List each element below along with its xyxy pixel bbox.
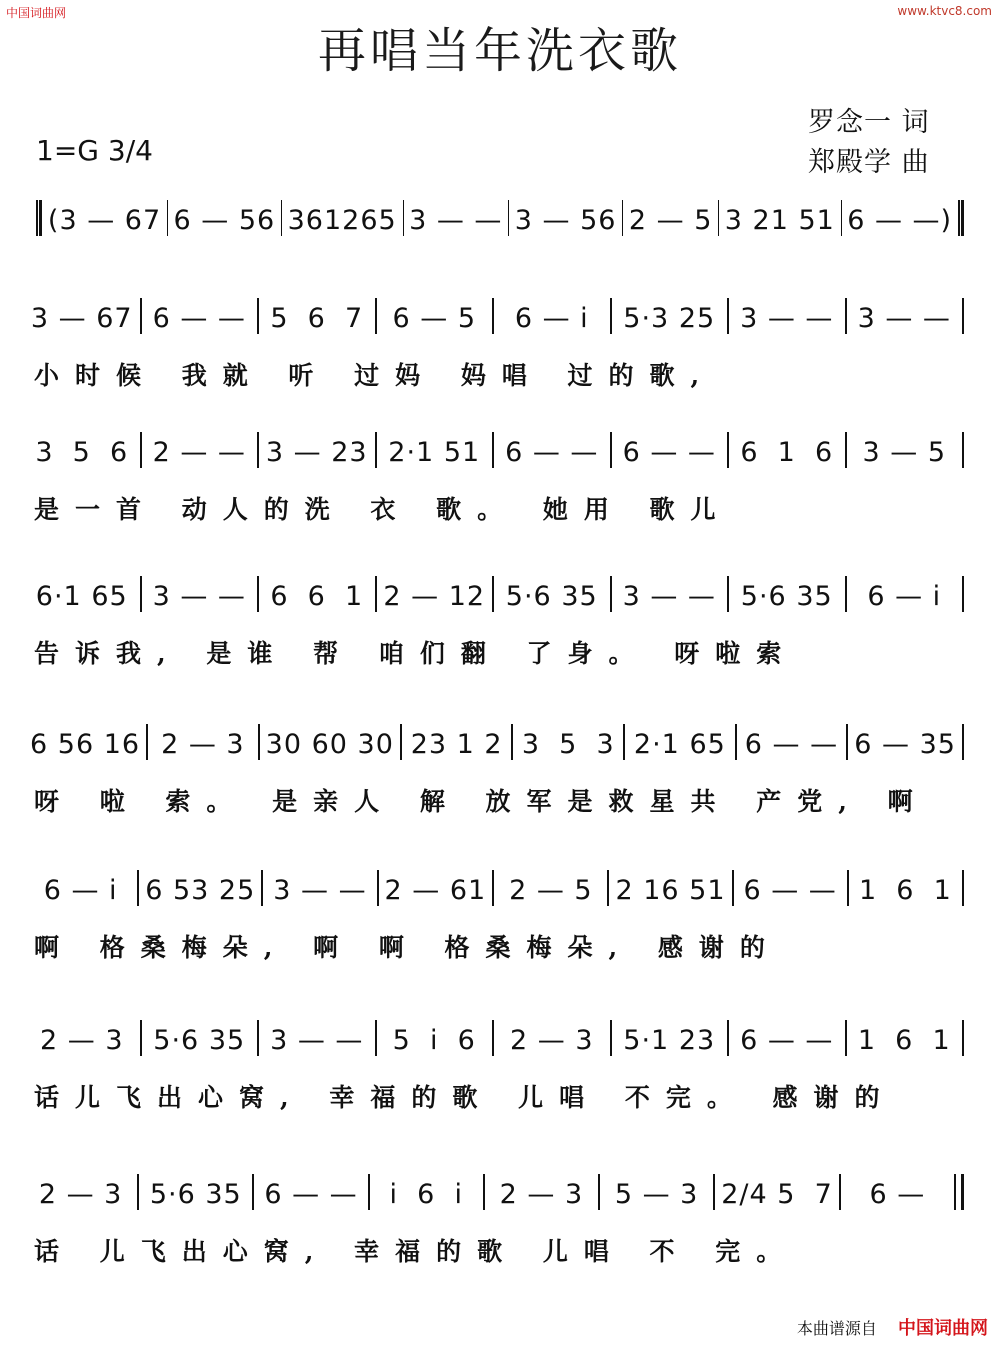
bar-line [727,298,729,334]
measure: 2 — 3 [38,1179,123,1210]
measure: 6 — i [514,303,589,334]
bar-line [962,724,964,760]
measure: 2 — 5 [509,875,593,906]
lyrics-line: 告诉我, 是谁 帮 咱们翻 了身。 呀啦索 [34,639,798,668]
bar-line [954,1174,964,1210]
footer-brand: 中国词曲网 [898,1318,988,1339]
measure: 3 — — [740,303,834,334]
song-title: 再唱当年洗衣歌 [317,23,682,79]
notation-line [30,1006,970,1058]
measure: 3 — — [622,581,716,612]
measure: 6 — — [744,729,839,760]
measure: 3 — — [273,875,367,906]
notation-line [30,710,970,762]
bar-line [492,298,494,334]
score-system [0,710,1000,850]
bar-line [727,432,729,468]
score-system [0,418,1000,558]
watermark-right: www.ktvc8.com [897,4,992,18]
measure: 3 — — [152,581,246,612]
bar-line [623,724,625,760]
notation-line [30,284,970,336]
notation-line [30,418,970,470]
measure: 2·1 51 [388,437,481,468]
measure: 5·3 25 [623,303,716,334]
bar-line [137,1174,139,1210]
measure: 2 16 51 [615,875,726,906]
bar-line [962,432,964,468]
measure: i 6 i [389,1179,463,1210]
measure: (3 — 67 [47,205,162,236]
footer-prefix: 本曲谱源自 [796,1319,877,1338]
measure: 2 — 3 [509,1025,594,1056]
measure: 6 — i [867,581,942,612]
lyricist-credit: 罗念一 词 [808,107,930,138]
measure: 5·6 35 [505,581,598,612]
measure: 3 5 6 [35,437,129,468]
measure: 5·1 23 [623,1025,716,1056]
measure: 3 — 56 [514,205,617,236]
notation-line [30,186,970,238]
bar-line [610,432,612,468]
bar-line [727,1020,729,1056]
measure: 5 — 3 [614,1179,699,1210]
measure: 6 — 56 [173,205,276,236]
measure: 2 — 3 [161,729,245,760]
measure: 3 — — [270,1025,364,1056]
lyrics-line: 是一首 动人的洗 衣 歌。 她用 歌儿 [34,495,732,524]
measure: 6 — — [622,437,716,468]
measure: 5·6 35 [153,1025,246,1056]
measure: 6 — — [152,303,246,334]
bar-line [400,724,402,760]
bar-line [845,1020,847,1056]
measure: 6 6 1 [270,581,364,612]
score-system [0,1160,1000,1300]
measure: 6 — 35 [854,729,956,760]
bar-line [962,576,964,612]
measure: 6 — — [505,437,599,468]
notation-line [30,856,970,908]
bar-line [713,1174,715,1210]
bar-line [492,870,494,906]
lyrics-line: 话 儿飞出心窝, 幸福的歌 儿唱 不 完。 [34,1237,798,1266]
bar-line [258,724,260,760]
measure: 361265 [287,205,397,236]
bar-line [36,200,42,236]
bar-line [257,432,259,468]
measure: 3 — 5 [862,437,947,468]
measure: 5 i 6 [392,1025,476,1056]
measure: 3 21 51 [724,205,835,236]
bar-line [257,298,259,334]
measure: 6·1 65 [35,581,128,612]
bar-line [610,576,612,612]
measure: 2 — 3 [39,1025,124,1056]
measure: 6 1 6 [740,437,834,468]
bar-line [962,870,964,906]
measure: 5 6 7 [270,303,364,334]
lyrics-line: 呀 啦 索。 是亲人 解 放军是救星共 产党, 啊 [34,787,929,816]
score-system [0,856,1000,996]
measure: 2 — — [152,437,246,468]
measure: 6 53 25 [145,875,256,906]
bar-line [962,1020,964,1056]
bar-line [146,724,148,760]
bar-line [140,1020,142,1056]
bar-line [140,576,142,612]
bar-line [368,1174,370,1210]
measure: 2 — 12 [383,581,486,612]
bar-line [252,1174,254,1210]
bar-line [846,724,848,760]
bar-line [375,298,377,334]
measure: 6 — — [743,875,837,906]
bar-line [839,1174,841,1210]
bar-line [483,1174,485,1210]
bar-line [261,870,263,906]
bar-line [735,724,737,760]
measure: 2 — 3 [499,1179,584,1210]
key-signature: 1=G 3/4 [36,134,153,167]
measure: 2·1 65 [633,729,726,760]
bar-line [492,576,494,612]
measure: 2/4 5 7 [721,1179,833,1210]
measure: 5·6 35 [149,1179,242,1210]
score-system [0,562,1000,702]
measure: 6 — — [264,1179,358,1210]
measure: 3 — — [857,303,951,334]
measure: 30 60 30 [265,729,394,760]
measure: 6 — 5 [392,303,477,334]
measure: 3 — 67 [30,303,133,334]
notation-line [30,562,970,614]
measure: 3 — 23 [265,437,368,468]
bar-line [845,576,847,612]
measure: 3 5 3 [521,729,615,760]
bar-line [257,1020,259,1056]
bar-line [375,1020,377,1056]
bar-line [137,870,139,906]
measure: 6 — [869,1179,926,1210]
bar-line [375,576,377,612]
bar-line [140,432,142,468]
score-system [0,1006,1000,1146]
bar-line [727,576,729,612]
composer-credit: 郑殿学 曲 [808,147,930,178]
bar-line [257,576,259,612]
notation-line [30,1160,970,1212]
bar-line [140,298,142,334]
bar-line [610,1020,612,1056]
lyrics-line: 小时候 我就 听 过妈 妈唱 过的歌, [34,361,716,390]
bar-line [377,870,379,906]
bar-line [845,432,847,468]
lyrics-line: 话儿飞出心窝, 幸福的歌 儿唱 不完。 感谢的 [34,1083,896,1112]
watermark-left: 中国词曲网 [6,6,67,20]
measure: 6 56 16 [30,729,141,760]
measure: 6 — — [740,1025,834,1056]
bar-line [845,298,847,334]
bar-line [492,432,494,468]
bar-line [847,870,849,906]
measure: 1 6 1 [857,1025,951,1056]
bar-line [962,298,964,334]
measure: 6 — i [43,875,118,906]
bar-line [492,1020,494,1056]
bar-line [375,432,377,468]
bar-line [732,870,734,906]
bar-line [607,870,609,906]
lyrics-line: 啊 格桑梅朵, 啊 啊 格桑梅朵, 感谢的 [34,933,781,962]
bar-line [958,200,964,236]
measure: 1 6 1 [858,875,952,906]
measure: 2 — 5 [628,205,713,236]
measure: 5·6 35 [740,581,833,612]
measure: 3 — — [409,205,503,236]
bar-line [598,1174,600,1210]
footer [0,1314,988,1340]
bar-line [610,298,612,334]
bar-line [511,724,513,760]
measure: 23 1 2 [410,729,503,760]
score-system [0,284,1000,424]
measure: 2 — 61 [384,875,487,906]
measure: 6 — —) [847,205,953,236]
